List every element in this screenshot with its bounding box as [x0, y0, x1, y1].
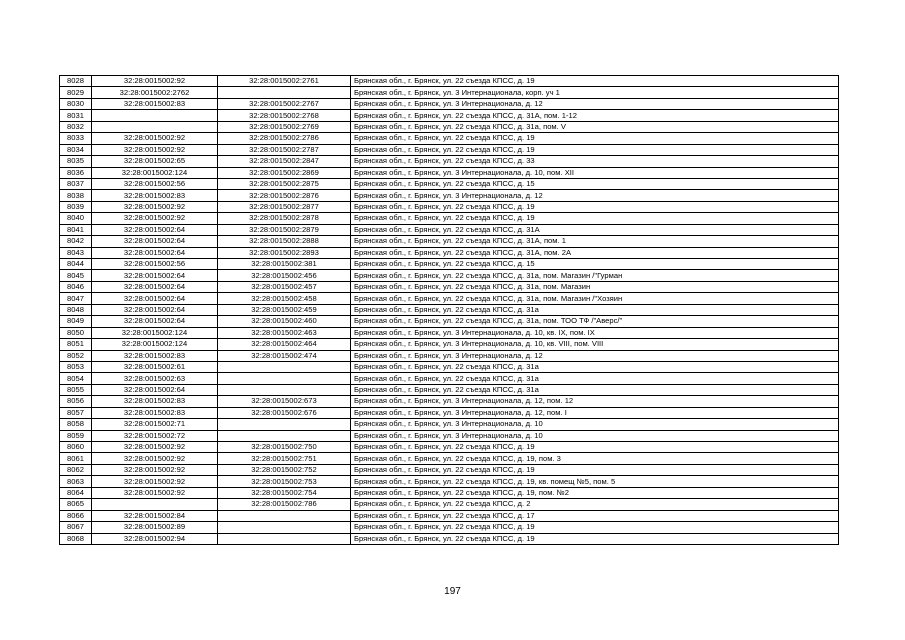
table-row — [60, 201, 839, 212]
row-number-cell: 8048 — [60, 304, 92, 315]
table-row — [60, 419, 839, 430]
address-cell: Брянская обл., г. Брянск, ул. 3 Интернационала, д. 10, кв. IX, пом. IX — [351, 327, 839, 338]
table-row — [60, 167, 839, 178]
object-cadastral-number-cell: 32:28:0015002:2768 — [218, 110, 351, 121]
row-number-cell: 8068 — [60, 533, 92, 544]
table-row — [60, 87, 839, 98]
object-cadastral-number-cell — [218, 522, 351, 533]
row-number-cell: 8062 — [60, 464, 92, 475]
row-number-cell: 8032 — [60, 121, 92, 132]
table-row — [60, 76, 839, 87]
object-cadastral-number-cell: 32:28:0015002:460 — [218, 316, 351, 327]
table-row — [60, 350, 839, 361]
object-cadastral-number-cell: 32:28:0015002:458 — [218, 293, 351, 304]
parcel-cadastral-number-cell: 32:28:0015002:2762 — [92, 87, 218, 98]
table-row — [60, 316, 839, 327]
parcel-cadastral-number-cell: 32:28:0015002:92 — [92, 213, 218, 224]
row-number-cell: 8041 — [60, 224, 92, 235]
object-cadastral-number-cell: 32:28:0015002:2847 — [218, 156, 351, 167]
row-number-cell: 8031 — [60, 110, 92, 121]
parcel-cadastral-number-cell: 32:28:0015002:83 — [92, 98, 218, 109]
address-cell: Брянская обл., г. Брянск, ул. 3 Интернационала, д. 10 — [351, 430, 839, 441]
address-cell: Брянская обл., г. Брянск, ул. 3 Интернационала, д. 10, пом. XII — [351, 167, 839, 178]
object-cadastral-number-cell: 32:28:0015002:2875 — [218, 178, 351, 189]
row-number-cell: 8057 — [60, 407, 92, 418]
table-row — [60, 464, 839, 475]
parcel-cadastral-number-cell: 32:28:0015002:124 — [92, 339, 218, 350]
address-cell: Брянская обл., г. Брянск, ул. 22 съезда КПСС, д. 31А — [351, 224, 839, 235]
parcel-cadastral-number-cell: 32:28:0015002:64 — [92, 247, 218, 258]
address-cell: Брянская обл., г. Брянск, ул. 22 съезда КПСС, д. 19 — [351, 76, 839, 87]
parcel-cadastral-number-cell: 32:28:0015002:63 — [92, 373, 218, 384]
address-cell: Брянская обл., г. Брянск, ул. 3 Интернационала, д. 12 — [351, 350, 839, 361]
table-row — [60, 327, 839, 338]
row-number-cell: 8035 — [60, 156, 92, 167]
object-cadastral-number-cell: 32:28:0015002:754 — [218, 487, 351, 498]
address-cell: Брянская обл., г. Брянск, ул. 3 Интернационала, корп. уч 1 — [351, 87, 839, 98]
object-cadastral-number-cell: 32:28:0015002:751 — [218, 453, 351, 464]
row-number-cell: 8042 — [60, 236, 92, 247]
table-row — [60, 487, 839, 498]
table-row — [60, 110, 839, 121]
parcel-cadastral-number-cell: 32:28:0015002:64 — [92, 270, 218, 281]
parcel-cadastral-number-cell: 32:28:0015002:89 — [92, 522, 218, 533]
address-cell: Брянская обл., г. Брянск, ул. 3 Интернационала, д. 12, пом. I — [351, 407, 839, 418]
table-row — [60, 270, 839, 281]
object-cadastral-number-cell: 32:28:0015002:786 — [218, 499, 351, 510]
row-number-cell: 8064 — [60, 487, 92, 498]
address-cell: Брянская обл., г. Брянск, ул. 22 съезда КПСС, д. 31а, пом. ТОО ТФ /"Аверс/" — [351, 316, 839, 327]
row-number-cell: 8051 — [60, 339, 92, 350]
object-cadastral-number-cell: 32:28:0015002:459 — [218, 304, 351, 315]
parcel-cadastral-number-cell: 32:28:0015002:92 — [92, 133, 218, 144]
table-row — [60, 361, 839, 372]
row-number-cell: 8060 — [60, 442, 92, 453]
row-number-cell: 8034 — [60, 144, 92, 155]
row-number-cell: 8028 — [60, 76, 92, 87]
row-number-cell: 8054 — [60, 373, 92, 384]
row-number-cell: 8030 — [60, 98, 92, 109]
table-row — [60, 304, 839, 315]
table-row — [60, 396, 839, 407]
object-cadastral-number-cell — [218, 87, 351, 98]
address-cell: Брянская обл., г. Брянск, ул. 22 съезда КПСС, д. 15 — [351, 178, 839, 189]
address-cell: Брянская обл., г. Брянск, ул. 22 съезда КПСС, д. 31а — [351, 373, 839, 384]
address-cell: Брянская обл., г. Брянск, ул. 22 съезда КПСС, д. 31а, пом. Магазин — [351, 281, 839, 292]
address-cell: Брянская обл., г. Брянск, ул. 22 съезда КПСС, д. 31а — [351, 361, 839, 372]
address-cell: Брянская обл., г. Брянск, ул. 22 съезда КПСС, д. 31А, пом. 1-12 — [351, 110, 839, 121]
parcel-cadastral-number-cell: 32:28:0015002:64 — [92, 384, 218, 395]
table-row — [60, 144, 839, 155]
table-row — [60, 339, 839, 350]
object-cadastral-number-cell — [218, 373, 351, 384]
object-cadastral-number-cell: 32:28:0015002:463 — [218, 327, 351, 338]
address-cell: Брянская обл., г. Брянск, ул. 3 Интернационала, д. 12 — [351, 98, 839, 109]
address-cell: Брянская обл., г. Брянск, ул. 22 съезда КПСС, д. 2 — [351, 499, 839, 510]
row-number-cell: 8047 — [60, 293, 92, 304]
table-row — [60, 384, 839, 395]
address-cell: Брянская обл., г. Брянск, ул. 22 съезда КПСС, д. 31А, пом. 1 — [351, 236, 839, 247]
table-row — [60, 533, 839, 544]
object-cadastral-number-cell: 32:28:0015002:381 — [218, 259, 351, 270]
address-cell: Брянская обл., г. Брянск, ул. 22 съезда КПСС, д. 31а, пом. Магазин /"Хозяин — [351, 293, 839, 304]
parcel-cadastral-number-cell: 32:28:0015002:56 — [92, 259, 218, 270]
row-number-cell: 8037 — [60, 178, 92, 189]
parcel-cadastral-number-cell: 32:28:0015002:83 — [92, 350, 218, 361]
object-cadastral-number-cell: 32:28:0015002:456 — [218, 270, 351, 281]
address-cell: Брянская обл., г. Брянск, ул. 22 съезда КПСС, д. 19, кв. помещ №5, пом. 5 — [351, 476, 839, 487]
parcel-cadastral-number-cell: 32:28:0015002:92 — [92, 476, 218, 487]
address-cell: Брянская обл., г. Брянск, ул. 22 съезда КПСС, д. 31а — [351, 384, 839, 395]
address-cell: Брянская обл., г. Брянск, ул. 22 съезда КПСС, д. 19 — [351, 213, 839, 224]
parcel-cadastral-number-cell — [92, 499, 218, 510]
object-cadastral-number-cell: 32:28:0015002:2877 — [218, 201, 351, 212]
parcel-cadastral-number-cell: 32:28:0015002:92 — [92, 453, 218, 464]
address-cell: Брянская обл., г. Брянск, ул. 3 Интернационала, д. 10, кв. VIII, пом. VIII — [351, 339, 839, 350]
row-number-cell: 8058 — [60, 419, 92, 430]
parcel-cadastral-number-cell: 32:28:0015002:92 — [92, 464, 218, 475]
address-cell: Брянская обл., г. Брянск, ул. 22 съезда КПСС, д. 19, пом. 3 — [351, 453, 839, 464]
address-cell: Брянская обл., г. Брянск, ул. 22 съезда КПСС, д. 19 — [351, 201, 839, 212]
object-cadastral-number-cell: 32:28:0015002:750 — [218, 442, 351, 453]
row-number-cell: 8055 — [60, 384, 92, 395]
address-cell: Брянская обл., г. Брянск, ул. 22 съезда КПСС, д. 31а — [351, 304, 839, 315]
table-row — [60, 133, 839, 144]
object-cadastral-number-cell — [218, 361, 351, 372]
parcel-cadastral-number-cell: 32:28:0015002:83 — [92, 190, 218, 201]
table-row — [60, 293, 839, 304]
row-number-cell: 8033 — [60, 133, 92, 144]
address-cell: Брянская обл., г. Брянск, ул. 22 съезда КПСС, д. 31А, пом. 2А — [351, 247, 839, 258]
parcel-cadastral-number-cell: 32:28:0015002:65 — [92, 156, 218, 167]
row-number-cell: 8056 — [60, 396, 92, 407]
parcel-cadastral-number-cell: 32:28:0015002:124 — [92, 327, 218, 338]
row-number-cell: 8061 — [60, 453, 92, 464]
table-body — [60, 76, 839, 545]
table-row — [60, 224, 839, 235]
address-cell: Брянская обл., г. Брянск, ул. 22 съезда КПСС, д. 19 — [351, 522, 839, 533]
object-cadastral-number-cell: 32:28:0015002:2761 — [218, 76, 351, 87]
parcel-cadastral-number-cell: 32:28:0015002:92 — [92, 201, 218, 212]
address-cell: Брянская обл., г. Брянск, ул. 22 съезда КПСС, д. 19 — [351, 442, 839, 453]
table-row — [60, 442, 839, 453]
parcel-cadastral-number-cell — [92, 121, 218, 132]
parcel-cadastral-number-cell: 32:28:0015002:72 — [92, 430, 218, 441]
row-number-cell: 8063 — [60, 476, 92, 487]
row-number-cell: 8059 — [60, 430, 92, 441]
parcel-cadastral-number-cell: 32:28:0015002:64 — [92, 316, 218, 327]
table-row — [60, 98, 839, 109]
row-number-cell: 8036 — [60, 167, 92, 178]
parcel-cadastral-number-cell: 32:28:0015002:83 — [92, 396, 218, 407]
table-row — [60, 499, 839, 510]
address-cell: Брянская обл., г. Брянск, ул. 3 Интернационала, д. 12, пом. 12 — [351, 396, 839, 407]
object-cadastral-number-cell: 32:28:0015002:2769 — [218, 121, 351, 132]
object-cadastral-number-cell: 32:28:0015002:2878 — [218, 213, 351, 224]
object-cadastral-number-cell: 32:28:0015002:2787 — [218, 144, 351, 155]
table-row — [60, 430, 839, 441]
object-cadastral-number-cell: 32:28:0015002:474 — [218, 350, 351, 361]
object-cadastral-number-cell: 32:28:0015002:464 — [218, 339, 351, 350]
table-row — [60, 213, 839, 224]
row-number-cell: 8038 — [60, 190, 92, 201]
parcel-cadastral-number-cell: 32:28:0015002:61 — [92, 361, 218, 372]
row-number-cell: 8053 — [60, 361, 92, 372]
address-cell: Брянская обл., г. Брянск, ул. 22 съезда КПСС, д. 19 — [351, 533, 839, 544]
parcel-cadastral-number-cell: 32:28:0015002:94 — [92, 533, 218, 544]
row-number-cell: 8067 — [60, 522, 92, 533]
parcel-cadastral-number-cell: 32:28:0015002:92 — [92, 144, 218, 155]
row-number-cell: 8050 — [60, 327, 92, 338]
parcel-cadastral-number-cell: 32:28:0015002:64 — [92, 224, 218, 235]
object-cadastral-number-cell: 32:28:0015002:2786 — [218, 133, 351, 144]
object-cadastral-number-cell: 32:28:0015002:676 — [218, 407, 351, 418]
table-row — [60, 121, 839, 132]
object-cadastral-number-cell: 32:28:0015002:673 — [218, 396, 351, 407]
object-cadastral-number-cell — [218, 419, 351, 430]
row-number-cell: 8065 — [60, 499, 92, 510]
address-cell: Брянская обл., г. Брянск, ул. 22 съезда КПСС, д. 19 — [351, 144, 839, 155]
object-cadastral-number-cell — [218, 430, 351, 441]
row-number-cell: 8049 — [60, 316, 92, 327]
object-cadastral-number-cell: 32:28:0015002:2893 — [218, 247, 351, 258]
object-cadastral-number-cell: 32:28:0015002:457 — [218, 281, 351, 292]
address-cell: Брянская обл., г. Брянск, ул. 22 съезда КПСС, д. 31а, пом. Магазин /"Гурман — [351, 270, 839, 281]
address-cell: Брянская обл., г. Брянск, ул. 3 Интернационала, д. 10 — [351, 419, 839, 430]
table-row — [60, 510, 839, 521]
object-cadastral-number-cell: 32:28:0015002:2888 — [218, 236, 351, 247]
parcel-cadastral-number-cell: 32:28:0015002:64 — [92, 304, 218, 315]
table-row — [60, 407, 839, 418]
parcel-cadastral-number-cell: 32:28:0015002:71 — [92, 419, 218, 430]
parcel-cadastral-number-cell: 32:28:0015002:64 — [92, 281, 218, 292]
row-number-cell: 8039 — [60, 201, 92, 212]
address-cell: Брянская обл., г. Брянск, ул. 22 съезда КПСС, д. 19, пом. №2 — [351, 487, 839, 498]
parcel-cadastral-number-cell: 32:28:0015002:92 — [92, 76, 218, 87]
object-cadastral-number-cell: 32:28:0015002:2876 — [218, 190, 351, 201]
object-cadastral-number-cell — [218, 384, 351, 395]
table-row — [60, 281, 839, 292]
table-row — [60, 259, 839, 270]
object-cadastral-number-cell: 32:28:0015002:2767 — [218, 98, 351, 109]
object-cadastral-number-cell — [218, 533, 351, 544]
table-row — [60, 236, 839, 247]
address-cell: Брянская обл., г. Брянск, ул. 22 съезда КПСС, д. 15 — [351, 259, 839, 270]
address-cell: Брянская обл., г. Брянск, ул. 22 съезда КПСС, д. 17 — [351, 510, 839, 521]
object-cadastral-number-cell: 32:28:0015002:2869 — [218, 167, 351, 178]
table-row — [60, 373, 839, 384]
address-cell: Брянская обл., г. Брянск, ул. 22 съезда КПСС, д. 19 — [351, 464, 839, 475]
object-cadastral-number-cell: 32:28:0015002:2879 — [218, 224, 351, 235]
table-row — [60, 476, 839, 487]
object-cadastral-number-cell: 32:28:0015002:752 — [218, 464, 351, 475]
parcel-cadastral-number-cell: 32:28:0015002:64 — [92, 293, 218, 304]
page-number: 197 — [444, 586, 461, 597]
row-number-cell: 8052 — [60, 350, 92, 361]
table-row — [60, 247, 839, 258]
address-cell: Брянская обл., г. Брянск, ул. 22 съезда КПСС, д. 33 — [351, 156, 839, 167]
row-number-cell: 8066 — [60, 510, 92, 521]
address-cell: Брянская обл., г. Брянск, ул. 3 Интернационала, д. 12 — [351, 190, 839, 201]
object-cadastral-number-cell — [218, 510, 351, 521]
property-register-table — [59, 75, 839, 545]
address-cell: Брянская обл., г. Брянск, ул. 22 съезда КПСС, д. 31а, пом. V — [351, 121, 839, 132]
parcel-cadastral-number-cell: 32:28:0015002:124 — [92, 167, 218, 178]
row-number-cell: 8040 — [60, 213, 92, 224]
row-number-cell: 8044 — [60, 259, 92, 270]
table-row — [60, 453, 839, 464]
table-row — [60, 190, 839, 201]
parcel-cadastral-number-cell: 32:28:0015002:92 — [92, 487, 218, 498]
parcel-cadastral-number-cell: 32:28:0015002:64 — [92, 236, 218, 247]
parcel-cadastral-number-cell: 32:28:0015002:92 — [92, 442, 218, 453]
parcel-cadastral-number-cell: 32:28:0015002:56 — [92, 178, 218, 189]
row-number-cell: 8045 — [60, 270, 92, 281]
row-number-cell: 8029 — [60, 87, 92, 98]
table-row — [60, 522, 839, 533]
table-row — [60, 156, 839, 167]
row-number-cell: 8043 — [60, 247, 92, 258]
object-cadastral-number-cell: 32:28:0015002:753 — [218, 476, 351, 487]
table-row — [60, 178, 839, 189]
parcel-cadastral-number-cell — [92, 110, 218, 121]
parcel-cadastral-number-cell: 32:28:0015002:83 — [92, 407, 218, 418]
row-number-cell: 8046 — [60, 281, 92, 292]
parcel-cadastral-number-cell: 32:28:0015002:84 — [92, 510, 218, 521]
address-cell: Брянская обл., г. Брянск, ул. 22 съезда КПСС, д. 19 — [351, 133, 839, 144]
